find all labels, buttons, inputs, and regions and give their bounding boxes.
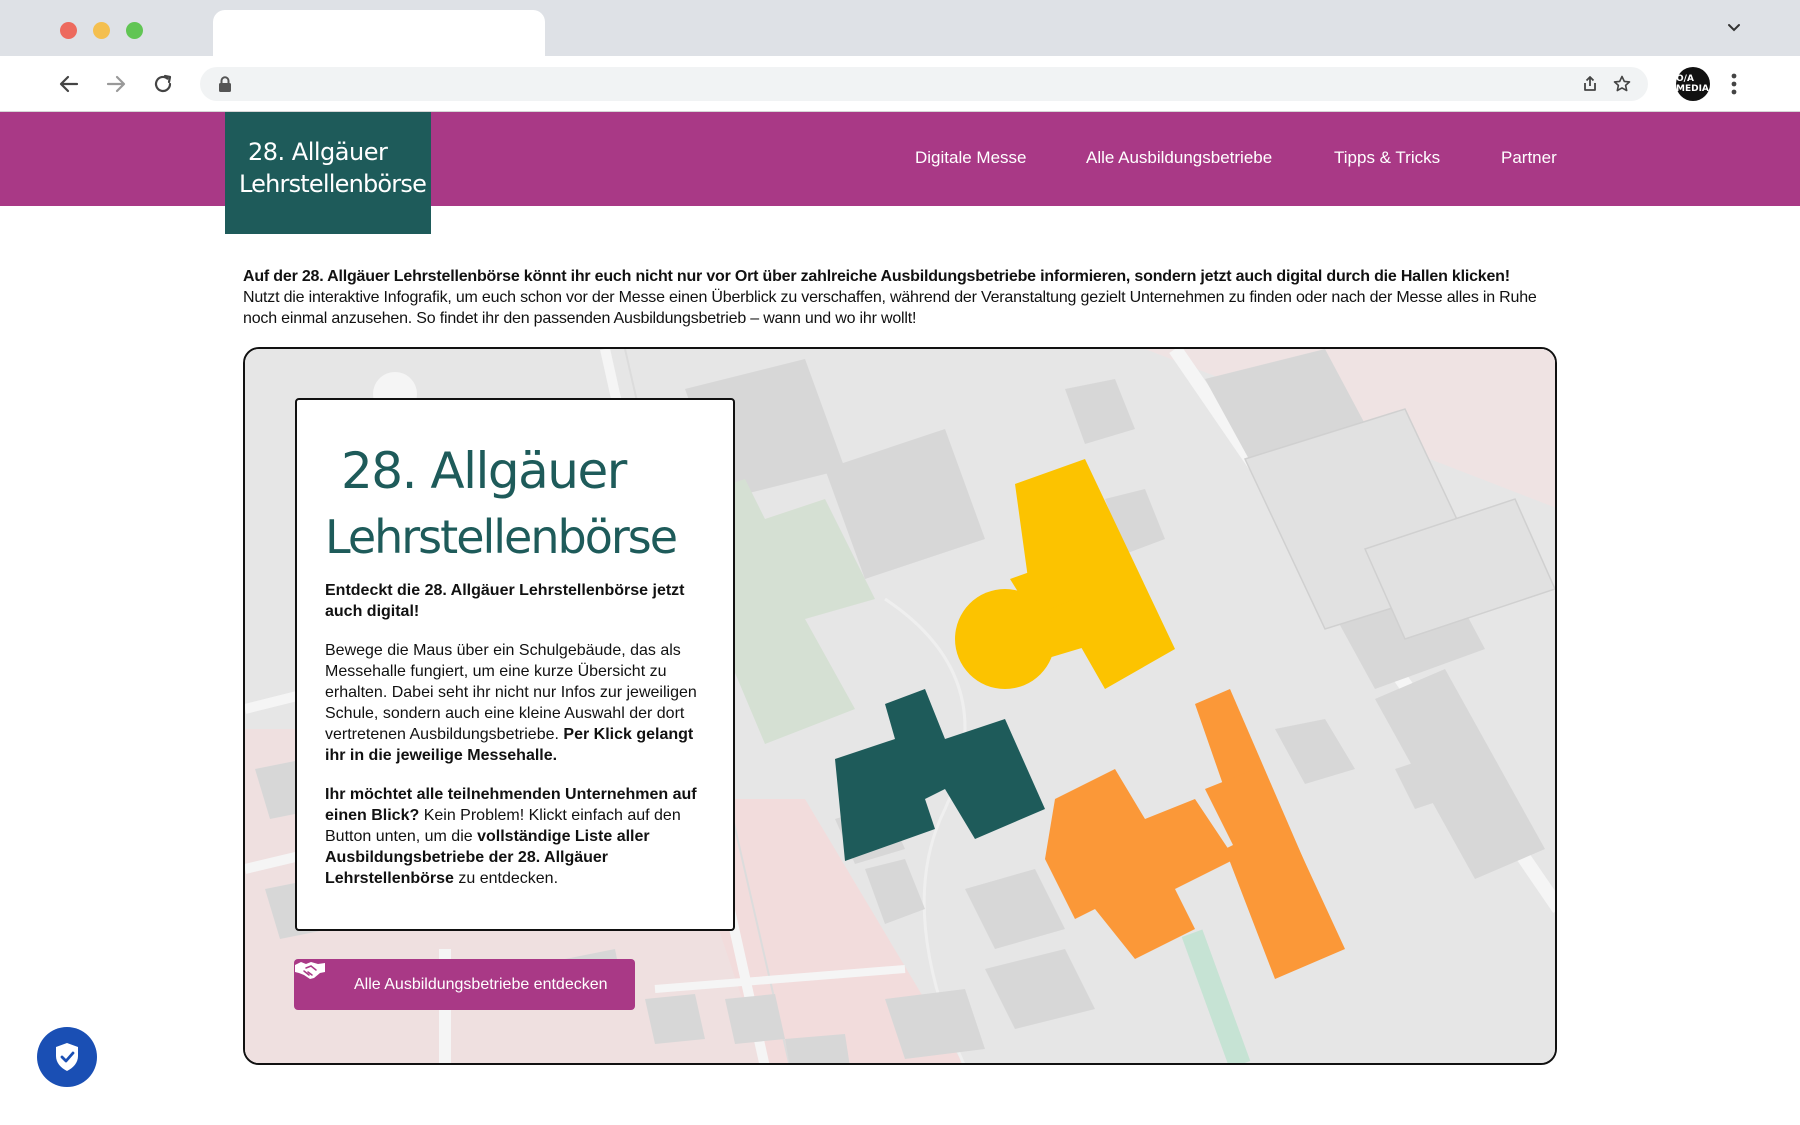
site-logo[interactable] (225, 112, 431, 234)
browser-tab-bar (0, 0, 1800, 56)
nav-digitale-messe[interactable]: Digitale Messe (915, 148, 1027, 167)
privacy-settings-button[interactable] (37, 1027, 97, 1087)
share-icon[interactable] (1580, 74, 1600, 94)
card-title-line-2: Lehrstellenbörse (325, 510, 677, 564)
more-vert-icon[interactable] (1730, 72, 1738, 96)
cta-label: Alle Ausbildungsbetriebe entdecken (354, 975, 608, 993)
intro-lead: Auf der 28. Allgäuer Lehrstellenbörse könnt ihr euch nicht nur vor Ort über zahlreiche Ausbildungsbetriebe informieren, sondern jetzt auch digital durch die Hallen klicken! (243, 268, 1510, 285)
shield-check-icon (54, 1042, 80, 1072)
card-p1-bold: Per Klick gelangt ihr in die jeweilige Messehalle. (325, 726, 694, 764)
chevron-down-icon[interactable] (1724, 18, 1744, 38)
nav-alle-ausbildungsbetriebe[interactable]: Alle Ausbildungsbetriebe (1086, 148, 1273, 167)
avatar[interactable]: O∕A MEDIA (1676, 67, 1710, 101)
window-minimize-dot[interactable] (93, 22, 110, 39)
logo-line-1: 28. Allgäuer (248, 138, 388, 166)
card-p2-text-2: zu entdecken. (453, 870, 559, 887)
card-subtitle: Entdeckt die 28. Allgäuer Lehrstellenbörse jetzt auch digital! (325, 582, 685, 620)
lock-icon (218, 76, 232, 92)
handshake-icon (294, 959, 326, 981)
card-p1-text: Bewege die Maus über ein Schulgebäude, das als Messehalle fungiert, um eine kurze Übersicht zu erhalten. Dabei seht ihr nicht nur Infos zur jeweiligen Schule, sondern auch eine kleine Auswahl der dort vertretenen Ausbildungsbetriebe. (325, 642, 697, 743)
reload-icon[interactable] (151, 72, 175, 96)
discover-all-companies-button[interactable] (294, 959, 635, 1010)
star-icon[interactable] (1612, 74, 1632, 94)
browser-tab[interactable] (213, 10, 545, 56)
card-title-line-1: 28. Allgäuer (341, 442, 626, 500)
intro-body: Nutzt die interaktive Infografik, um euch schon vor der Messe einen Überblick zu verschaffen, während der Veranstaltung gezielt Unternehmen zu finden oder nach der Messe alles in Ruhe noch einmal anzusehen. So findet ihr den passenden Ausbildungsbetrieb – wann und wo ihr wollt! (243, 289, 1537, 327)
forward-arrow-icon[interactable] (104, 72, 128, 96)
card-p2-bold-2: vollständige Liste aller Ausbildungsbetriebe der 28. Allgäuer Lehrstellenbörse (325, 828, 650, 887)
window-close-dot[interactable] (60, 22, 77, 39)
window-maximize-dot[interactable] (126, 22, 143, 39)
fair-map (243, 347, 1557, 1065)
nav-tipps-tricks[interactable]: Tipps & Tricks (1334, 148, 1441, 167)
back-arrow-icon[interactable] (57, 72, 81, 96)
address-bar[interactable] (200, 67, 1648, 101)
card-p2-bold-1: Ihr möchtet alle teilnehmenden Unternehmen auf einen Blick? (325, 786, 697, 824)
card-paragraph-2 (325, 784, 705, 889)
browser-toolbar (0, 56, 1800, 112)
card-p2-text-1: Kein Problem! Klickt einfach auf den Button unten, um die (325, 807, 681, 845)
logo-line-2: Lehrstellenbörse (239, 170, 427, 198)
intro-text (243, 266, 1558, 329)
info-card (295, 398, 735, 931)
card-paragraph-1 (325, 640, 705, 766)
nav-partner[interactable]: Partner (1501, 148, 1557, 167)
